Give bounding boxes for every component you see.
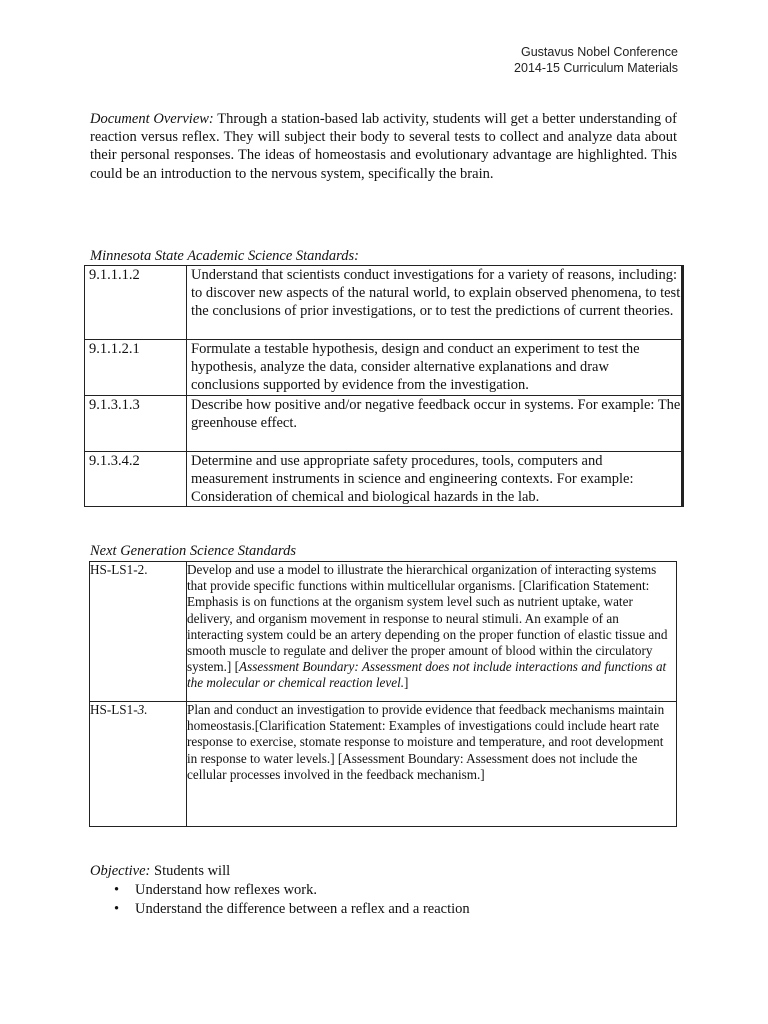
table-row: [85, 396, 683, 452]
table-row: [85, 452, 683, 507]
page-header: [514, 44, 678, 76]
standard-code: HS-LS1-2.: [90, 562, 187, 702]
standard-text-end: ]: [404, 675, 409, 691]
standard-text: Understand that scientists conduct investigations for a variety of reasons, including: to discover new aspects of the natural world, to explain observed phenomena, to test the conclusions of prior investigations, or to test the predictions of current theories.: [187, 266, 683, 340]
objective-list: [90, 881, 680, 919]
standard-code-main: HS-LS1-: [90, 702, 138, 717]
table-row: [90, 562, 677, 702]
objective-line: [90, 862, 680, 881]
standard-code-suffix: 3.: [137, 702, 148, 717]
standard-text: Plan and conduct an investigation to provide evidence that feedback mechanisms maintain homeostasis.[Clarification Statement: Examples of investigations could include heart rate response to exercise, stomate response to moisture and temperature, and root development in response to water levels.] [Assessment Boundary: Assessment does not include the cellular processes involved in the feedback mechanism.]: [187, 702, 677, 827]
list-item: [90, 900, 680, 919]
header-conference: Gustavus Nobel Conference: [520, 45, 678, 59]
list-item: [90, 881, 680, 900]
standard-text: Describe how positive and/or negative feedback occur in systems. For example: The greenhouse effect.: [187, 396, 683, 452]
document-overview: [90, 110, 677, 183]
assessment-boundary-text: Assessment Boundary: Assessment does not include interactions and functions at the molecular or chemical reaction level.: [187, 659, 667, 691]
objective-label: Objective:: [90, 863, 151, 879]
objective-text: Students will: [150, 863, 231, 879]
standard-text: [187, 562, 677, 702]
standard-text: Formulate a testable hypothesis, design and conduct an experiment to test the hypothesis, analyze the data, consider alternative explanations and draw conclusions supported by evidence from the investigation.: [187, 340, 683, 396]
list-item-text: Understand how reflexes work.: [135, 882, 318, 898]
standard-text: Determine and use appropriate safety procedures, tools, computers and measurement instruments in science and engineering contexts. For example: Consideration of chemical and biological hazards in the lab.: [187, 452, 683, 507]
table-row: [85, 266, 683, 340]
bullet-icon: •: [114, 901, 120, 917]
list-item-text: Understand the difference between a reflex and a reaction: [135, 901, 470, 917]
ngss-table: [89, 561, 677, 827]
bullet-icon: •: [114, 882, 120, 898]
header-materials: 2014-15 Curriculum Materials: [514, 61, 678, 75]
table-row: [85, 340, 683, 396]
table-row: [90, 702, 677, 827]
objective-section: [90, 862, 680, 919]
standard-text-main: Develop and use a model to illustrate the hierarchical organization of interacting systems that provide specific functions within multicellular organisms. [Clarification Statement: Emphasis is on functions at the organism system level such as nutrient uptake, water delivery, and organism movement in response to neural stimuli. An example of an interacting system could be an artery depending on the proper function of elastic tissue and smooth muscle to regulate and deliver the proper amount of blood within the circulatory system.] [: [187, 562, 668, 675]
standard-code: 9.1.3.1.3: [85, 396, 187, 452]
standard-code: 9.1.1.2.1: [85, 340, 187, 396]
ngss-heading: Next Generation Science Standards: [90, 543, 297, 559]
mn-standards-table: [84, 265, 684, 507]
overview-label: Document Overview:: [90, 111, 214, 127]
standard-code: 9.1.1.1.2: [85, 266, 187, 340]
standard-code: 9.1.3.4.2: [85, 452, 187, 507]
overview-text: Through a station-based lab activity, students will get a better understanding of reaction versus reflex. They will subject their body to several tests to collect and analyze data about their personal responses. The ideas of homeostasis and evolutionary advantage are highlighted. This could be an introduction to the nervous system, specifically the brain.: [90, 111, 677, 182]
mn-standards-heading: Minnesota State Academic Science Standards:: [90, 248, 359, 264]
standard-code: [90, 702, 187, 827]
